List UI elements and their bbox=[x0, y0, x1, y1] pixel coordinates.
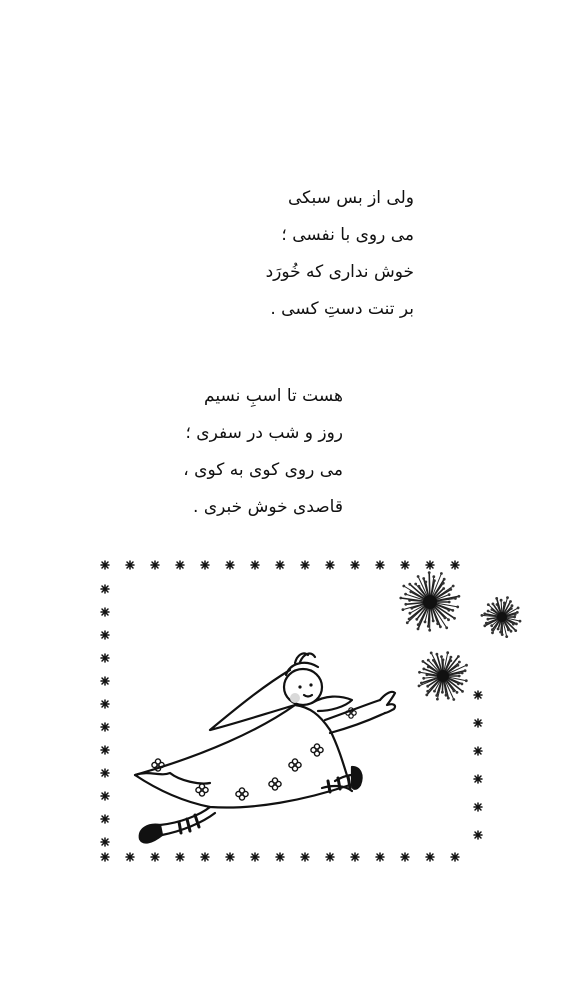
star-icon bbox=[101, 561, 109, 569]
star-icon bbox=[326, 853, 334, 861]
poem-line: هست تا اسبِ نسیم bbox=[204, 386, 343, 406]
poem-line: خوش نداری که خُورَد bbox=[265, 262, 414, 282]
poem-stanza-1 bbox=[266, 180, 414, 328]
star-icon bbox=[301, 853, 309, 861]
star-icon bbox=[451, 853, 459, 861]
star-icon bbox=[151, 853, 159, 861]
star-icon bbox=[474, 719, 482, 727]
girl-illustration bbox=[90, 545, 530, 875]
star-icon bbox=[351, 561, 359, 569]
star-icon bbox=[351, 853, 359, 861]
star-icon bbox=[451, 561, 459, 569]
star-icon bbox=[201, 561, 209, 569]
star-icon bbox=[426, 853, 434, 861]
poem-line: می روی با نفسی ؛ bbox=[281, 225, 414, 245]
dandelion-puff-icon bbox=[418, 651, 468, 701]
star-icon bbox=[101, 792, 109, 800]
star-icon bbox=[101, 723, 109, 731]
star-icon bbox=[101, 631, 109, 639]
star-icon bbox=[276, 853, 284, 861]
star-icon bbox=[251, 561, 259, 569]
poem-line: بر تنت دستِ کسی . bbox=[270, 299, 414, 319]
star-icon bbox=[376, 561, 384, 569]
star-icon bbox=[401, 853, 409, 861]
star-icon bbox=[326, 561, 334, 569]
star-icon bbox=[226, 561, 234, 569]
star-icon bbox=[126, 561, 134, 569]
star-icon bbox=[101, 815, 109, 823]
star-icon bbox=[101, 769, 109, 777]
star-icon bbox=[226, 853, 234, 861]
star-icon bbox=[101, 654, 109, 662]
star-icon bbox=[101, 608, 109, 616]
star-icon bbox=[101, 853, 109, 861]
dandelion-puff-icons bbox=[399, 571, 521, 701]
dandelion-puff-icon bbox=[481, 596, 522, 638]
poem-line: قاصدی خوش خبری . bbox=[193, 497, 343, 517]
star-icon bbox=[301, 561, 309, 569]
star-icon bbox=[126, 853, 134, 861]
star-icon bbox=[401, 561, 409, 569]
star-icon bbox=[201, 853, 209, 861]
poem-line: می روی کوی به کوی ، bbox=[183, 460, 343, 480]
star-icon bbox=[176, 853, 184, 861]
star-icon bbox=[101, 838, 109, 846]
star-icon bbox=[474, 747, 482, 755]
girl-figure bbox=[135, 653, 395, 842]
star-icon bbox=[101, 677, 109, 685]
star-icon bbox=[151, 561, 159, 569]
poem-line: ولی از بس سبکی bbox=[287, 188, 414, 208]
poem-line: روز و شب در سفری ؛ bbox=[185, 423, 343, 443]
star-icon bbox=[474, 691, 482, 699]
star-icon bbox=[474, 775, 482, 783]
star-icon bbox=[101, 585, 109, 593]
star-icon bbox=[474, 831, 482, 839]
star-icon bbox=[474, 803, 482, 811]
star-icon bbox=[251, 853, 259, 861]
star-icon bbox=[276, 561, 284, 569]
star-icon bbox=[101, 746, 109, 754]
star-icon bbox=[426, 561, 434, 569]
star-icon bbox=[176, 561, 184, 569]
poem-stanza-2 bbox=[183, 378, 343, 526]
star-icon bbox=[376, 853, 384, 861]
star-icon bbox=[101, 700, 109, 708]
dandelion-puff-icon bbox=[399, 571, 460, 631]
